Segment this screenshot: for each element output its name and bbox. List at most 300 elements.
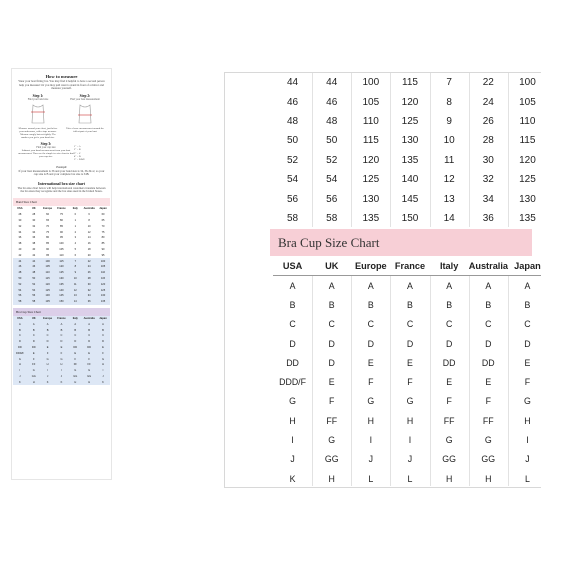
cup-size-cell: F [446, 396, 452, 407]
thumb-cup-cell: H [27, 379, 41, 385]
thumb-cup-cell: A [27, 321, 41, 327]
thumb-band-cell: 48 [27, 270, 41, 276]
thumb-band-cell: 56 [13, 293, 27, 299]
step3-subtitle: Find your cup size [36, 146, 56, 150]
step3-desc: Subtract your band measurement from your bust measurement. Then use the simple tea size chart to find your cup size. [18, 149, 74, 159]
band-size-cell: 28 [482, 135, 494, 147]
thumb-band-cell: 65 [46, 219, 50, 222]
thumb-band-cell: 70 [101, 224, 105, 228]
cup-column-header: France [390, 257, 429, 276]
thumb-band-cell: 30 [32, 219, 36, 222]
thumb-band-cell: 95 [46, 253, 50, 257]
diff-item: 2" = B [74, 148, 81, 152]
cup-size-cell: E [407, 357, 413, 368]
thumb-header-cell: UK [27, 316, 41, 322]
thumb-cup-cell: I [55, 368, 69, 374]
cup-size-cell: E [524, 357, 531, 368]
cup-size-row [273, 295, 541, 314]
column-divider [469, 276, 470, 486]
thumb-band-cell: 1 [74, 219, 77, 222]
column-divider [351, 73, 352, 227]
thumb-header-cell: Japan [99, 207, 107, 211]
thumb-cup-cell: FF [27, 362, 41, 368]
thumb-cup-cell: C [96, 333, 110, 339]
band-size-cell: 44 [287, 77, 299, 89]
cup-size-cell: A [485, 280, 492, 291]
band-size-cell: 125 [519, 174, 536, 186]
cup-size-cell: C [485, 319, 492, 330]
cup-size-cell: K [289, 473, 296, 484]
thumb-band-cell: 52 [13, 281, 27, 287]
thumb-band-cell: 40 [32, 247, 36, 251]
cup-size-cell: F [329, 396, 335, 407]
thumb-cup-cell: K [13, 379, 27, 385]
thumb-band-cell: 120 [41, 281, 55, 287]
band-size-cell: 8 [446, 96, 452, 108]
thumb-cup-cell: C [13, 333, 27, 339]
thumb-band-cell: 26 [82, 270, 96, 276]
thumb-cup-cell: B [13, 327, 27, 333]
thumb-band-cell: 11 [68, 281, 82, 287]
cup-size-cell: H [406, 415, 414, 426]
column-divider [312, 276, 313, 486]
thumb-band-cell: 95 [60, 236, 63, 240]
thumb-cup-cell: J [96, 374, 110, 380]
column-divider [430, 73, 431, 227]
thumb-cup-cell: B [55, 327, 69, 333]
thumb-band-cell: 85 [60, 224, 63, 228]
band-size-cell: 44 [326, 77, 338, 89]
cup-size-cell: FF [326, 415, 338, 426]
band-size-cell: 30 [482, 154, 494, 166]
band-size-cell: 115 [402, 77, 418, 89]
thumb-intro: Wear your best fitting bra. You may find it helpful to have a second person help you measure! Or you may pull want to stand in front of a mirror and measure yourself. [18, 79, 105, 91]
cup-size-cell: C [289, 319, 296, 330]
cup-size-cell: C [445, 319, 453, 330]
thumb-band-cell: 32 [82, 287, 96, 293]
cup-size-cell: J [290, 454, 295, 465]
thumb-header-cell: UK [31, 207, 36, 211]
band-size-cell: 135 [362, 212, 380, 224]
thumb-band-cell: 75 [101, 230, 105, 234]
cup-size-cell: D [485, 338, 492, 349]
band-size-cell: 120 [519, 154, 536, 166]
band-size-cell: 56 [326, 193, 338, 205]
thumb-cup-cell: H [41, 362, 55, 368]
thumb-band-cell: 5 [74, 247, 77, 251]
thumb-cup-cell: A [96, 321, 110, 327]
thumb-cup-cell: A [41, 321, 55, 327]
thumb-band-cell: 14 [68, 299, 82, 305]
thumb-header-cell: USA [17, 207, 23, 211]
band-size-cell: 56 [287, 193, 299, 205]
thumb-band-cell: 130 [55, 276, 69, 282]
thumb-band-cell: 120 [55, 264, 69, 270]
intl-title: International bra size chart [38, 180, 85, 186]
thumb-band-cell: 13 [68, 293, 82, 299]
cup-size-cell: E [446, 377, 453, 388]
thumb-band-cell: 8 [68, 264, 82, 270]
thumb-cup-cell: I [41, 368, 55, 374]
thumb-cup-cell: E [27, 350, 41, 356]
cup-size-cell: L [524, 473, 530, 484]
thumb-cup-cell: G [27, 368, 41, 374]
thumb-band-cell: 24 [82, 264, 96, 270]
thumb-cup-cell: C [68, 333, 82, 339]
thumb-cup-cell: D [41, 339, 55, 345]
cup-size-cell: H [485, 473, 492, 484]
thumb-band-cell: 52 [27, 281, 41, 287]
cup-size-cell: GG [481, 454, 496, 465]
thumb-cup-cell: A [13, 321, 27, 327]
thumb-cup-cell: D [96, 339, 110, 345]
step1-desc: Measure around your chest, just below your underarms, with a tape measure. Measure snugly but not tightly. The number you get is your band size. [18, 126, 58, 140]
thumb-band-cell: 75 [46, 230, 50, 234]
band-size-table [273, 73, 541, 228]
intl-text: The bra size chart below will help international customers translate between the bra sizes they recognize and the bra sizes used in the United States. [17, 185, 106, 194]
cup-column-header: Australia [469, 257, 508, 276]
band-size-cell: 9 [446, 115, 452, 127]
thumb-cup-cell: DD [82, 345, 96, 351]
thumb-cup-cell: F [27, 356, 41, 362]
thumb-header-cell: Italy [72, 207, 78, 211]
thumb-band-cell: 115 [41, 276, 55, 282]
thumb-header-cell: USA [13, 316, 27, 322]
thumb-cup-cell: G [68, 368, 82, 374]
cup-size-cell: H [289, 415, 296, 426]
thumb-band-cell: 95 [101, 253, 105, 257]
band-size-cell: 7 [446, 77, 452, 89]
thumb-band-cell: 34 [18, 230, 22, 234]
band-size-cell: 32 [482, 174, 494, 186]
cup-chart-title: Bra Cup Size Chart [270, 229, 532, 256]
band-size-row [273, 151, 541, 170]
thumb-band-cell: 34 [82, 293, 96, 299]
thumb-band-cell: 70 [46, 224, 50, 228]
cup-size-cell: DD [442, 357, 456, 368]
thumb-cup-cell: F [41, 350, 55, 356]
step2-title: Step 2: [79, 93, 91, 98]
cup-column-header: USA [273, 257, 312, 276]
thumb-cup-cell: DD [27, 345, 41, 351]
thumb-band-cell: 145 [55, 293, 69, 299]
thumb-band-cell: 80 [101, 236, 105, 240]
band-size-cell: 58 [287, 212, 299, 224]
band-size-cell: 125 [362, 174, 380, 186]
cup-size-cell: D [328, 338, 335, 349]
cup-size-cell: E [367, 357, 374, 368]
size-chart-panel [224, 72, 541, 488]
cup-size-cell: D [367, 338, 375, 349]
cup-size-cell: B [328, 299, 335, 310]
thumb-band-cell: 48 [13, 270, 27, 276]
band-size-cell: 14 [443, 212, 455, 224]
thumb-cup-cell: K [96, 379, 110, 385]
thumb-header-cell: Italy [68, 316, 82, 322]
thumb-band-row [13, 299, 110, 305]
band-size-cell: 120 [362, 154, 380, 166]
thumb-band-cell: 58 [13, 299, 27, 305]
cup-size-cell: H [445, 473, 453, 484]
thumb-cup-cell: J [41, 374, 55, 380]
cup-size-cell: DD [481, 357, 495, 368]
cup-size-cell: D [524, 338, 531, 349]
cup-size-table [273, 257, 541, 488]
thumb-cup-cell: B [27, 327, 41, 333]
thumb-band-cell: 1 [74, 224, 77, 228]
thumb-cup-cell: D [27, 339, 41, 345]
cup-column-header: Italy [430, 257, 469, 276]
thumb-cup-cell: G [41, 356, 55, 362]
thumb-cup-cell: E [82, 350, 96, 356]
thumb-band-cell: 32 [32, 224, 36, 228]
thumb-cup-cell: E [96, 345, 110, 351]
band-size-cell: 11 [443, 154, 455, 166]
thumb-cup-cell: H [13, 362, 27, 368]
cup-size-cell: D [328, 357, 335, 368]
band-size-cell: 46 [287, 96, 299, 108]
cup-column-header: Europe [351, 257, 390, 276]
band-size-cell: 52 [326, 154, 338, 166]
thumb-cup-cell: G [96, 356, 110, 362]
torso-figure-icon [75, 103, 95, 125]
thumb-cup-cell: H [96, 362, 110, 368]
thumb-band-cell: 16 [87, 242, 91, 246]
thumb-header-cell: France [57, 207, 66, 211]
band-size-row [273, 112, 541, 131]
cup-size-cell: G [484, 435, 492, 446]
thumb-band-cell: 60 [46, 213, 50, 217]
thumb-cup-cell: A [82, 321, 96, 327]
cup-size-cell: J [407, 454, 413, 465]
column-divider [312, 73, 313, 227]
cup-size-row [273, 469, 541, 488]
thumb-band-cell: 50 [27, 276, 41, 282]
cup-size-cell: GG [324, 454, 339, 465]
torso-figure-icon [28, 103, 48, 125]
thumb-band-cell: 18 [87, 247, 91, 251]
thumb-band-cell: 6 [74, 253, 77, 257]
cup-size-cell: G [289, 396, 296, 407]
thumb-cup-cell: GG [82, 374, 96, 380]
thumb-cup-cell: DD [13, 345, 27, 351]
cup-size-cell: F [407, 377, 413, 388]
thumb-band-cell: 120 [96, 281, 110, 287]
band-size-cell: 52 [287, 154, 299, 166]
cup-size-cell: I [291, 435, 294, 446]
thumb-cup-cell: E [55, 345, 69, 351]
band-size-cell: 50 [326, 135, 338, 147]
band-size-cell: 125 [401, 115, 419, 127]
column-divider [390, 73, 391, 227]
thumb-band-cell: 125 [55, 270, 69, 276]
thumb-band-cell: 46 [27, 264, 41, 270]
thumb-cup-cell: F [96, 350, 110, 356]
thumb-band-cell: 90 [46, 247, 50, 251]
thumb-step-3 [12, 139, 111, 161]
thumb-band-cell: 44 [27, 258, 41, 264]
thumb-cup-cell: K [41, 379, 55, 385]
thumb-cup-cell: J [55, 374, 69, 380]
band-size-cell: 58 [326, 212, 338, 224]
cup-size-cell: A [328, 280, 335, 291]
thumb-band-cell: 60 [101, 213, 105, 217]
cup-size-cell: F [368, 377, 374, 388]
thumb-band-cell: 36 [82, 299, 96, 305]
thumb-cup-cell: D [82, 339, 96, 345]
size-guide-thumbnail[interactable] [11, 68, 112, 480]
thumb-band-cell: 130 [41, 293, 55, 299]
thumb-band-cell: 54 [27, 287, 41, 293]
band-size-cell: 130 [362, 193, 380, 205]
cup-size-cell: A [367, 280, 374, 291]
band-size-cell: 26 [482, 115, 494, 127]
band-size-cell: 100 [362, 77, 380, 89]
cup-size-cell: DD [286, 357, 299, 368]
thumb-band-cell: 130 [96, 293, 110, 299]
band-size-cell: 110 [362, 115, 379, 127]
thumb-band-cell: 2 [74, 230, 77, 234]
thumb-band-cell: 38 [18, 242, 22, 246]
cup-size-cell: J [525, 454, 530, 465]
thumb-cup-cell: B [41, 327, 55, 333]
cup-size-cell: G [406, 396, 414, 407]
thumb-band-cell: 100 [41, 258, 55, 264]
thumb-band-cell: 10 [68, 276, 82, 282]
thumb-band-cell: 110 [96, 270, 110, 276]
thumb-band-cell: 115 [55, 258, 69, 264]
thumb-band-cell: 30 [82, 281, 96, 287]
band-size-cell: 135 [519, 212, 536, 224]
column-divider [390, 276, 391, 486]
cup-size-row [273, 392, 541, 411]
diff-item: 4" = D [74, 155, 81, 159]
band-size-cell: 48 [287, 115, 299, 127]
thumb-cup-cell: H [82, 379, 96, 385]
thumb-band-heading: Band Size Chart [13, 198, 110, 206]
thumb-cup-cell: G [82, 368, 96, 374]
thumb-band-cell: 32 [18, 224, 22, 228]
band-size-cell: 54 [326, 174, 338, 186]
thumb-cup-cell: I [96, 368, 110, 374]
cup-size-row [273, 372, 541, 391]
step1-subtitle: Find your band size [27, 97, 49, 101]
thumb-cup-cell: B [96, 327, 110, 333]
thumb-band-table [13, 206, 110, 305]
band-size-cell: 12 [443, 174, 455, 186]
thumb-band-cell: 22 [82, 258, 96, 264]
thumb-band-cell: 28 [32, 213, 36, 217]
thumb-band-cell: 125 [96, 287, 110, 293]
cup-size-cell: H [367, 415, 375, 426]
cup-size-cell: C [367, 319, 375, 330]
band-size-cell: 150 [401, 212, 419, 224]
thumb-band-cell: 6 [88, 213, 90, 217]
cup-size-cell: G [367, 396, 375, 407]
thumb-cup-row [13, 379, 110, 385]
thumb-band-cell: 85 [46, 242, 50, 246]
cup-size-cell: FF [482, 415, 494, 426]
band-size-cell: 10 [443, 135, 455, 147]
step2-desc: Take a loose measurement around the fullest part of your bust [66, 126, 104, 133]
thumb-band-cell: 9 [68, 270, 82, 276]
cup-size-cell: A [407, 280, 413, 291]
cup-size-cell: A [446, 280, 453, 291]
thumb-band-cell: 8 [88, 219, 90, 222]
cup-size-cell: FF [443, 415, 455, 426]
thumb-band-cell: 54 [13, 287, 27, 293]
band-size-cell: 120 [401, 96, 419, 108]
thumb-cup-cell: G [55, 356, 69, 362]
thumb-band-cell: 90 [101, 247, 105, 251]
thumb-band-cell: 125 [41, 287, 55, 293]
thumb-band-cell: 50 [13, 276, 27, 282]
thumb-cup-cell: DDD/F [13, 350, 27, 356]
cup-size-cell: I [369, 435, 373, 446]
thumb-band-cell: 42 [18, 253, 22, 257]
band-size-cell: 36 [482, 212, 494, 224]
step2-subtitle: Find your bust measurement [70, 97, 100, 101]
cup-size-cell: I [526, 435, 529, 446]
thumb-cup-cell: DD [68, 345, 82, 351]
thumb-band-cell: 30 [18, 219, 22, 222]
band-size-cell: 110 [519, 115, 536, 127]
thumb-band-cell: 20 [87, 253, 91, 257]
cup-size-cell: L [368, 473, 374, 484]
thumb-band-cell: 150 [55, 299, 69, 305]
cup-size-row [273, 315, 541, 334]
thumb-cup-cell: G [13, 356, 27, 362]
cup-size-cell: B [367, 299, 374, 310]
thumb-band-cell: 135 [55, 281, 69, 287]
thumb-cup-cell: FF [82, 362, 96, 368]
column-divider [508, 276, 509, 486]
thumb-cup-cell: F [55, 350, 69, 356]
band-size-cell: 13 [443, 193, 455, 205]
thumb-header-cell: Europe [41, 316, 55, 322]
thumb-header-cell: Japan [96, 316, 110, 322]
band-size-row [273, 170, 541, 189]
thumb-cup-cell: H [55, 362, 69, 368]
thumb-band-cell: 135 [96, 299, 110, 305]
thumb-band-cell: 85 [101, 242, 105, 246]
thumb-cup-cell: D [68, 339, 82, 345]
cup-size-cell: C [328, 319, 335, 330]
column-divider [469, 73, 470, 227]
column-divider [351, 276, 352, 486]
thumb-cup-cell: C [82, 333, 96, 339]
thumb-band-cell: 12 [87, 230, 91, 234]
example-title: Example [56, 164, 67, 169]
thumb-title: How to measure [45, 74, 78, 79]
cup-size-cell: F [524, 377, 531, 388]
thumb-cup-cell: C [55, 333, 69, 339]
thumb-steps-row [12, 92, 111, 139]
thumb-band-cell: 36 [18, 236, 22, 240]
thumb-band-cell: 90 [60, 230, 63, 234]
cup-size-cell: J [368, 454, 374, 465]
thumb-band-cell: 7 [68, 258, 82, 264]
thumb-band-cell: 34 [32, 230, 36, 234]
cup-size-cell: C [406, 319, 414, 330]
cup-size-cell: B [446, 299, 453, 310]
band-size-cell: 48 [326, 115, 338, 127]
cup-table-header [273, 257, 541, 276]
band-size-cell: 130 [401, 135, 419, 147]
cup-size-cell: B [289, 299, 296, 310]
cup-size-cell: E [328, 377, 335, 388]
band-size-row [273, 73, 541, 92]
